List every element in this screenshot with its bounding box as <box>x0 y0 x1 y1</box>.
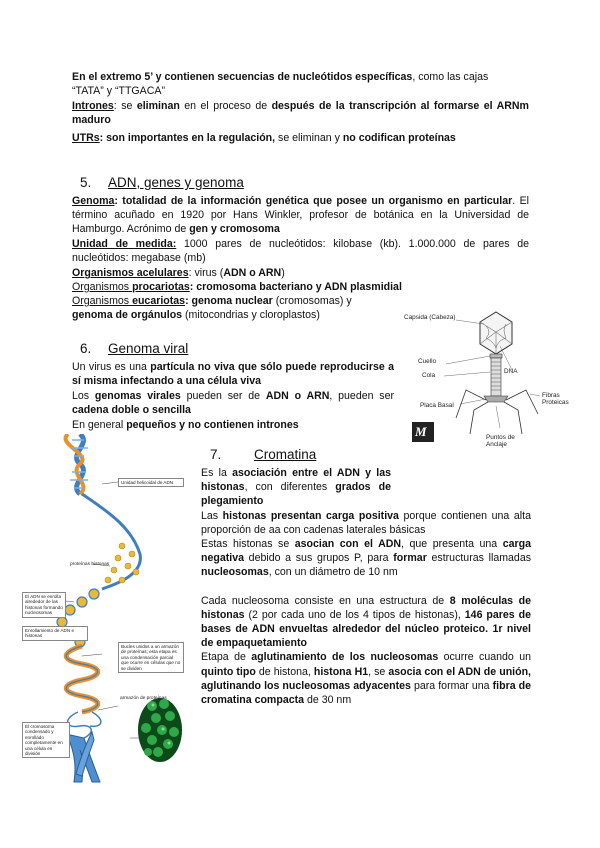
p5-c: ocurre cuando un <box>438 651 531 664</box>
termino-bold: gen y cromosoma <box>189 223 280 236</box>
gv-e: , pueden ser <box>329 390 395 402</box>
p5-b: aglutinamiento de los nucleosomas <box>251 651 439 664</box>
genoma-def: : totalidad de la información genética que posee un organismo en particular <box>114 195 513 207</box>
proc-b: procariotas <box>132 281 190 293</box>
acel-a: : virus ( <box>188 267 224 279</box>
p3-g: estructuras llamadas <box>426 552 532 565</box>
virus-a: Un virus es una <box>72 361 151 373</box>
caption-cromosoma: El cromosoma condensado y enrollado completamente en una célula en división <box>22 722 70 758</box>
spacer <box>201 580 531 594</box>
intrones-c: en el proceso de <box>179 100 272 112</box>
cromatina-p4 <box>201 594 531 651</box>
cromatina-p2 <box>201 509 531 537</box>
p5-a: Etapa de <box>201 651 252 664</box>
unidad-medida <box>72 237 529 265</box>
gv-a: Los <box>72 390 95 402</box>
p5-j: fibra de cromatina compacta <box>201 679 531 707</box>
cromatina-p1 <box>201 466 391 509</box>
p3-a: Estas histonas se <box>201 538 295 551</box>
intrones-line <box>72 99 529 127</box>
cromatina-p5 <box>201 650 531 707</box>
p3-d: carga negativa <box>201 538 531 565</box>
p4-c: (2 por cada uno de los 4 tipos de histonas), <box>244 608 465 621</box>
publisher-logo-text: M <box>415 424 427 439</box>
gv-d: ADN o ARN <box>265 390 330 402</box>
genoma-label: Genoma <box>72 195 115 207</box>
section-6-title: Genoma viral <box>108 341 189 356</box>
virus-definition <box>72 360 394 388</box>
p3-h: nucleosomas <box>201 566 269 579</box>
euc-a: Organismos <box>72 295 133 307</box>
p5-i: para formar una <box>410 679 493 692</box>
p1-c: , con diferentes <box>244 481 336 494</box>
p3-c: , que presenta una <box>401 538 503 551</box>
chromatin-fiber <box>138 698 182 762</box>
p3-f: formar <box>393 552 427 565</box>
acelulares-label: Organismos acelulares <box>72 267 189 279</box>
p5-d: quinto tipo <box>201 665 256 678</box>
pequenos-line <box>72 418 394 432</box>
euc-d: (cromosomas) y <box>272 295 352 307</box>
intrones-b: eliminan <box>136 100 180 112</box>
p5-f: histona H1 <box>313 665 369 678</box>
utrs-c: no codifican proteínas <box>342 132 456 144</box>
boxes-text: “TATA” y “TTGACA” <box>72 85 165 98</box>
gv-b: genomas virales <box>94 390 181 402</box>
bacteriophage-figure <box>400 310 569 450</box>
p5-h: asocia con el ADN de unión, aglutinando los nucleosomas adyacentes <box>201 665 531 692</box>
p2-a: Las <box>201 509 223 522</box>
org-a: genoma de orgánulos <box>72 309 183 321</box>
caption-nucleosomas: El ADN se enrolla alrededor de las histonas formando nucleosomas <box>22 592 66 618</box>
acel-c: ) <box>281 267 285 279</box>
label-puntos: Puntos de Anclaje <box>486 434 515 448</box>
caption-dna-helix: Unidad helicoidal de ADN <box>118 478 184 487</box>
promoter-text-b: , como las cajas <box>412 71 489 83</box>
p5-g: , se <box>368 665 389 678</box>
euc-c: : genoma nuclear <box>185 295 273 307</box>
intrones-d: después de la transcripción al formarse el ARNm maduro <box>72 100 529 127</box>
caption-histonas: proteínas histonas <box>70 562 110 567</box>
p1-b: asociación entre el ADN y las histonas <box>201 467 391 494</box>
virus-b: partícula no viva que sólo puede reproducirse a sí misma infectando a una célula viva <box>72 361 395 388</box>
section-7-number: 7. <box>210 447 222 462</box>
genoma-definition <box>72 194 529 237</box>
p5-k: de 30 nm <box>304 694 352 707</box>
procariotas-line <box>72 280 529 294</box>
label-cuello: Cuello <box>418 358 437 365</box>
chromosome-x <box>66 732 100 782</box>
section-7-heading <box>210 447 316 463</box>
cromatina-p3 <box>201 537 531 580</box>
section-5-title: ADN, genes y genoma <box>108 175 244 190</box>
p2-c: porque contienen una alta proporción de aa con cadenas laterales básicas <box>201 509 531 536</box>
proc-c: : cromosoma bacteriano y ADN plasmidial <box>189 281 402 293</box>
p1-d: grados de plegamiento <box>201 481 391 508</box>
label-cola: Cola <box>422 372 436 379</box>
section-6-heading <box>80 341 188 357</box>
eucariotas-line <box>72 294 402 308</box>
p1-a: Es la <box>201 467 233 479</box>
p4-a: Cada nucleosoma consiste en una estructura de <box>201 594 450 607</box>
utrs-a: : son importantes en la regulación, <box>99 132 276 144</box>
euc-b: eucariotas <box>132 295 186 307</box>
p2-b: histonas presentan carga positiva <box>222 509 399 522</box>
promoter-text: En el extremo 5’ y contienen secuencias de nucleótidos específicas <box>72 71 413 83</box>
intro-line-1 <box>72 70 529 98</box>
label-placa: Placa Basal <box>420 402 454 409</box>
histone-beads <box>105 543 139 583</box>
intrones-a: : se <box>113 100 137 112</box>
intrones-label: Intrones <box>72 100 114 112</box>
section-5-number: 5. <box>80 175 92 190</box>
section-6-number: 6. <box>80 341 92 356</box>
acelulares-line <box>72 266 529 280</box>
termino-text: El término acuñado en 1920 por Hans Winkler, profesor de botánica en la Universidad de Hamburgo. Acrónimo de <box>72 195 529 236</box>
peq-a: En general <box>72 419 127 431</box>
caption-armazon: armazón de proteínas <box>120 696 167 701</box>
section-5-heading <box>80 175 244 191</box>
caption-bucles: Bucles unidos a un armazón de proteínas; esta etapa es una condensación parcial que ocurre en células que no se dividen <box>118 642 184 673</box>
organulos-line <box>72 308 402 322</box>
p3-b: asocian con el ADN <box>294 538 402 551</box>
genoma-end: . <box>512 195 516 207</box>
proc-a: Organismos <box>72 281 133 293</box>
p4-d: 146 pares de bases de ADN envueltas alrededor del núcleo proteico. 1r nivel de empaquetamiento <box>201 608 532 650</box>
label-fibras: Fibras Proteicas <box>542 392 569 406</box>
cromatina-text <box>201 466 531 707</box>
unidad-label: Unidad de medida: <box>72 238 177 250</box>
caption-enrollamiento: Enrollamiento de ADN e histonas <box>22 626 88 641</box>
unidad-text: 1000 pares de nucleótidos: kilobase (kb). 1.000.000 de pares de nucleótidos: megabase (mb) <box>72 238 529 265</box>
peq-b: pequeños y no contienen intrones <box>126 419 299 431</box>
chromatin-figure <box>22 434 200 784</box>
label-capsida: Capsida (Cabeza) <box>404 314 456 321</box>
utrs-b: se eliminan y <box>275 132 343 144</box>
acel-b: ADN o ARN <box>223 267 282 279</box>
gv-c: pueden ser de <box>180 390 266 402</box>
dna-helix <box>66 434 88 494</box>
utrs-line <box>72 131 529 145</box>
utrs-label: UTRs <box>72 132 100 144</box>
p3-e: debido a sus grupos P, para <box>243 552 394 565</box>
p4-b: 8 moléculas de histonas <box>201 594 531 621</box>
p5-e: de histona, <box>255 665 314 678</box>
label-dna: DNA <box>504 368 518 375</box>
p3-i: , con un diámetro de 10 nm <box>268 566 398 579</box>
gv-f: cadena doble o sencilla <box>72 404 191 417</box>
org-b: (mitocondrias y cloroplastos) <box>182 309 320 321</box>
section-7-title: Cromatina <box>254 447 317 462</box>
genomas-virales-line <box>72 389 394 417</box>
